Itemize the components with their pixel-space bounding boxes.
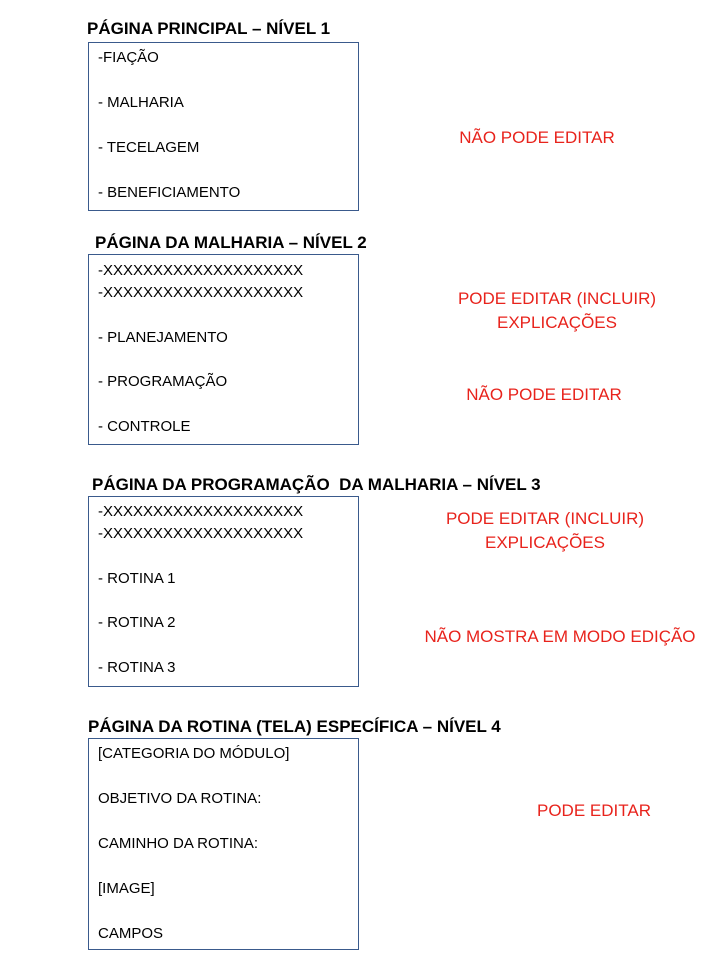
note-level-2-lower <box>444 383 644 407</box>
level-2-item-placeholder-1: -XXXXXXXXXXXXXXXXXXXX <box>98 262 304 279</box>
note-level-3-upper-line-1: PODE EDITAR (INCLUIR) <box>445 509 645 528</box>
note-level-4 <box>494 799 694 823</box>
note-level-3-lower-text: NÃO MOSTRA EM MODO EDIÇÃO <box>424 627 696 646</box>
level-2-item-placeholder-2: -XXXXXXXXXXXXXXXXXXXX <box>98 284 304 301</box>
level-2-item-planejamento: - PLANEJAMENTO <box>98 329 228 346</box>
level-2-box <box>88 254 359 445</box>
note-level-3-upper-line-2: EXPLICAÇÕES <box>485 533 605 552</box>
level-3-item-rotina-1: - ROTINA 1 <box>98 570 176 587</box>
level-1-heading: PÁGINA PRINCIPAL – NÍVEL 1 <box>87 19 331 38</box>
level-1-box <box>88 42 359 211</box>
level-4-item-image: [IMAGE] <box>98 880 155 897</box>
level-4-item-caminho: CAMINHO DA ROTINA: <box>98 835 259 852</box>
level-1-item-malharia: - MALHARIA <box>98 94 184 111</box>
level-1-item-tecelagem: - TECELAGEM <box>98 139 200 156</box>
note-level-3-upper <box>425 507 665 555</box>
level-3-item-placeholder-1: -XXXXXXXXXXXXXXXXXXXX <box>98 503 304 520</box>
level-1-item-beneficiamento: - BENEFICIAMENTO <box>98 184 241 201</box>
level-1-item-fiacao: -FIAÇÃO <box>98 49 159 66</box>
note-level-2-upper-line-1: PODE EDITAR (INCLUIR) <box>457 289 657 308</box>
level-4-item-objetivo: OBJETIVO DA ROTINA: <box>98 790 262 807</box>
level-2-item-programacao: - PROGRAMAÇÃO <box>98 373 228 390</box>
level-2-heading: PÁGINA DA MALHARIA – NÍVEL 2 <box>95 233 367 252</box>
level-3-item-placeholder-2: -XXXXXXXXXXXXXXXXXXXX <box>98 525 304 542</box>
level-3-item-rotina-3: - ROTINA 3 <box>98 659 176 676</box>
note-level-1 <box>437 126 637 150</box>
level-4-box <box>88 738 359 950</box>
note-level-2-upper-line-2: EXPLICAÇÕES <box>497 313 617 332</box>
level-2-item-controle: - CONTROLE <box>98 418 191 435</box>
level-4-item-categoria: [CATEGORIA DO MÓDULO] <box>98 745 290 762</box>
level-3-box <box>88 496 359 687</box>
note-level-4-text: PODE EDITAR <box>537 801 651 820</box>
level-4-item-campos: CAMPOS <box>98 925 164 942</box>
level-3-item-rotina-2: - ROTINA 2 <box>98 614 176 631</box>
level-4-heading: PÁGINA DA ROTINA (TELA) ESPECÍFICA – NÍVEL 4 <box>88 717 501 736</box>
note-level-2-lower-text: NÃO PODE EDITAR <box>466 385 622 404</box>
note-level-1-text: NÃO PODE EDITAR <box>459 128 615 147</box>
note-level-3-lower <box>413 625 707 649</box>
note-level-2-upper <box>437 287 677 335</box>
level-3-heading: PÁGINA DA PROGRAMAÇÃO DA MALHARIA – NÍVEL 3 <box>92 475 541 494</box>
